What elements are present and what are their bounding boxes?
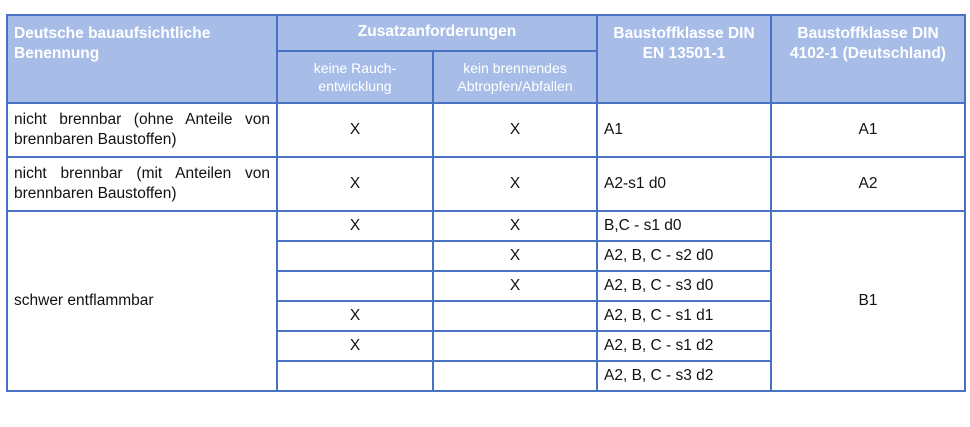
table-row (7, 103, 965, 157)
row-en-klasse: A2-s1 d0 (597, 157, 771, 211)
row-din-klasse: A1 (771, 103, 965, 157)
row-name: nicht brennbar (mit Anteilen von brennbaren Baustoffen) (7, 157, 277, 211)
group-din-klasse: B1 (771, 211, 965, 391)
row-rauch: X (277, 103, 433, 157)
row-en-klasse: A2, B, C - s2 d0 (597, 241, 771, 271)
row-en-klasse: A2, B, C - s1 d1 (597, 301, 771, 331)
group-name: schwer entflammbar (7, 211, 277, 391)
header-kein-abtropfen: kein brennendes Abtropfen/Abfallen (433, 51, 597, 103)
row-en-klasse: A2, B, C - s1 d2 (597, 331, 771, 361)
row-rauch: X (277, 301, 433, 331)
row-abtropfen: X (433, 211, 597, 241)
header-en-klasse: Baustoffklasse DIN EN 13501-1 (597, 15, 771, 103)
row-name: nicht brennbar (ohne Anteile von brennbaren Baustoffen) (7, 103, 277, 157)
row-abtropfen: X (433, 271, 597, 301)
row-abtropfen (433, 301, 597, 331)
header-benennung: Deutsche bauaufsichtliche Benennung (7, 15, 277, 103)
row-abtropfen (433, 331, 597, 361)
row-abtropfen: X (433, 103, 597, 157)
row-abtropfen: X (433, 157, 597, 211)
row-rauch: X (277, 157, 433, 211)
row-rauch (277, 241, 433, 271)
header-din-klasse: Baustoffklasse DIN 4102-1 (Deutschland) (771, 15, 965, 103)
table-row (7, 211, 965, 241)
row-en-klasse: B,C - s1 d0 (597, 211, 771, 241)
row-en-klasse: A1 (597, 103, 771, 157)
row-abtropfen (433, 361, 597, 391)
row-rauch: X (277, 331, 433, 361)
header-keine-rauchentwicklung: keine Rauch- entwicklung (277, 51, 433, 103)
row-rauch (277, 361, 433, 391)
row-rauch (277, 271, 433, 301)
table-row (7, 157, 965, 211)
row-en-klasse: A2, B, C - s3 d2 (597, 361, 771, 391)
row-en-klasse: A2, B, C - s3 d0 (597, 271, 771, 301)
row-rauch: X (277, 211, 433, 241)
row-din-klasse: A2 (771, 157, 965, 211)
header-zusatzanforderungen: Zusatzanforderungen (277, 15, 597, 51)
fire-classification-table (6, 14, 966, 392)
row-abtropfen: X (433, 241, 597, 271)
